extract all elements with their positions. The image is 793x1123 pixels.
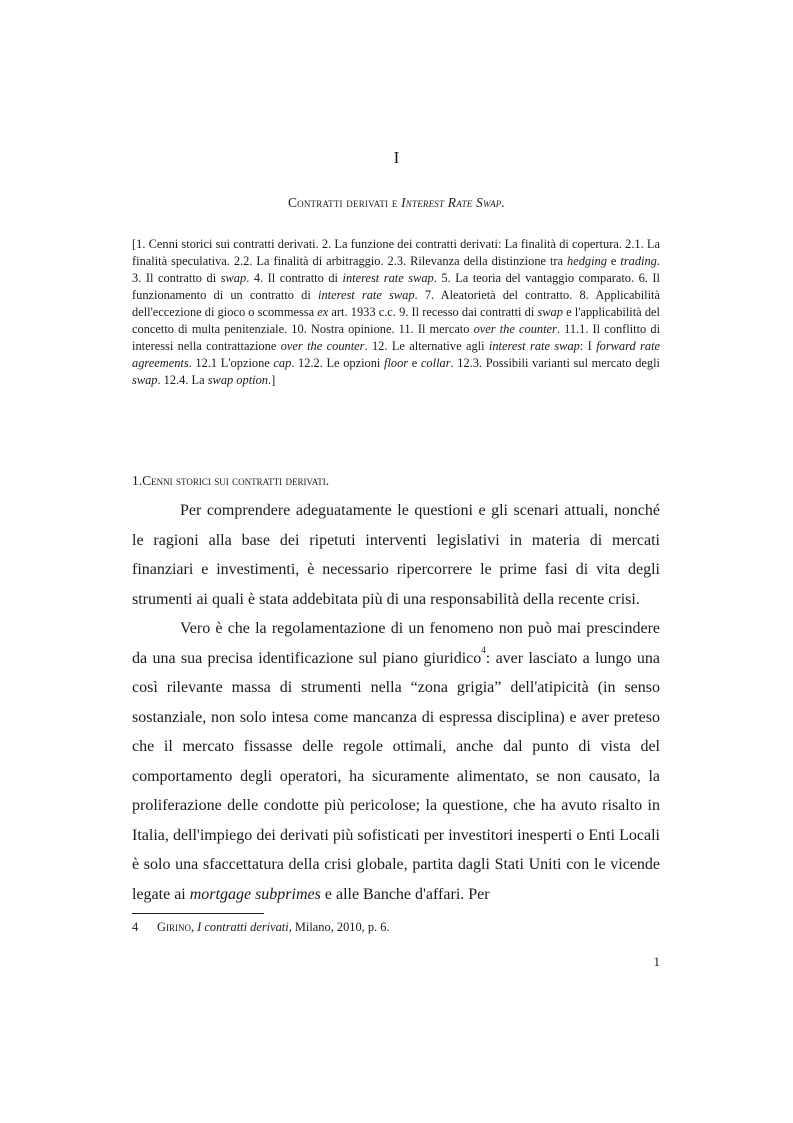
text-run: . 4. Il contratto di [246, 271, 343, 285]
italic-term: forward rate agreements [132, 339, 661, 370]
text-run: . 12.4. La [157, 373, 208, 387]
text-run: . 12.2. Le opzioni [291, 356, 385, 370]
text-run: e l'applicabilità del concetto di multa penitenziale. 10. Nostra opinione. 11. Il mercato [132, 305, 660, 336]
italic-term: swap option [207, 373, 268, 387]
footnote-number: 4 [132, 920, 139, 934]
text-run: . 12.1 L'opzione [188, 356, 274, 370]
text-run: .] [267, 373, 276, 387]
italic-term: swap [132, 373, 158, 387]
text-run: [1. Cenni storici sui contratti derivati. 2. La funzione dei contratti derivati: La finalità di copertura. 2.1. La finalità speculativa. 2.2. La finalità di arbitraggio. 2.3. Rilevanza della distinzione tra [132, 237, 660, 268]
text-run: e [606, 254, 621, 268]
text-run: . 3. Il contratto di [132, 254, 660, 285]
chapter-title-main: Contratti derivati e [287, 195, 402, 210]
text-run: e alle Banche d'affari. Per [320, 885, 490, 903]
italic-term: hedging [567, 254, 607, 268]
italic-term: swap [537, 305, 563, 319]
italic-term: interest rate swap [342, 271, 434, 285]
italic-term: swap [220, 271, 247, 285]
text-run: e [408, 356, 421, 370]
chapter-title-italic: Interest Rate Swap. [401, 195, 506, 210]
text-run: . 12. Le alternative agli [364, 339, 489, 353]
chapter-summary [132, 236, 660, 389]
text-run: . 11.1. Il conflitto di interessi nella contrattazione [132, 322, 661, 353]
text-run: art. 1933 c.c. 9. Il recesso dai contratti di [328, 305, 538, 319]
italic-term: interest rate swap [488, 339, 580, 353]
italic-term: cap [273, 356, 292, 370]
footnote: 4 Girino, I contratti derivati, Milano, 2010, p. 6. [132, 920, 390, 934]
text-run: . 7. Aleatorietà del contratto. 8. Applicabilità dell'eccezione di gioco o scommessa [132, 288, 661, 319]
footnote-separator [132, 913, 264, 914]
italic-term: floor [384, 356, 409, 370]
section-heading: 1.Cenni storici sui contratti derivati. [132, 473, 330, 488]
italic-term: mortgage subprimes [189, 885, 321, 903]
italic-term: over the counter [473, 322, 557, 336]
body-text [132, 496, 660, 909]
chapter-title [0, 195, 793, 211]
footnote-ref: 4 [481, 644, 486, 655]
italic-term: trading [620, 254, 657, 268]
italic-term: collar [420, 356, 451, 370]
italic-term: over the counter [280, 339, 365, 353]
text-run: . 5. La teoria del vantaggio comparato. 6. Il funzionamento di un contratto di [132, 271, 660, 302]
text-run: Vero è che la regolamentazione di un fenomeno non può mai prescindere da una sua precisa identificazione sul piano giuridico [132, 620, 660, 667]
italic-term: ex [317, 305, 329, 319]
footnote-rest: , Milano, 2010, p. 6. [288, 920, 390, 934]
chapter-number: I [393, 148, 400, 167]
paragraph [132, 614, 660, 909]
text-run: : I [579, 339, 597, 353]
page-number: 1 [653, 954, 660, 969]
paragraph [132, 496, 660, 614]
text-run: : aver lasciato a lungo una così rilevante massa di strumenti nella “zona grigia” dell'atipicità (in senso sostanziale, non solo intesa come mancanza di espressa disciplina) e aver preteso che il mercato fissasse delle regole ottimali, anche dal punto di vista del comportamento degli operatori, ha sicuramente alimentato, se non causato, la proliferazione delle condotte più pericolose; la questione, che ha avuto risalto in Italia, dell'impiego dei derivati più sofisticati per investitori inesperti o Enti Locali è solo una sfaccettatura della crisi globale, partita dagli Stati Uniti con le vicende legate ai [132, 649, 660, 903]
italic-term: interest rate swap [318, 288, 415, 302]
text-run: Per comprendere adeguatamente le questioni e gli scenari attuali, nonché le ragioni alla base dei ripetuti interventi legislativi in materia di mercati finanziari e investimenti, è necessario ripercorrere le prime fasi di vita degli strumenti ai quali è stata addebitata più di una responsabilità della recente crisi. [132, 502, 660, 608]
footnote-title: I contratti derivati [197, 920, 289, 934]
text-run: . 12.3. Possibili varianti sul mercato degli [450, 356, 660, 370]
footnote-author: Girino [157, 920, 191, 934]
